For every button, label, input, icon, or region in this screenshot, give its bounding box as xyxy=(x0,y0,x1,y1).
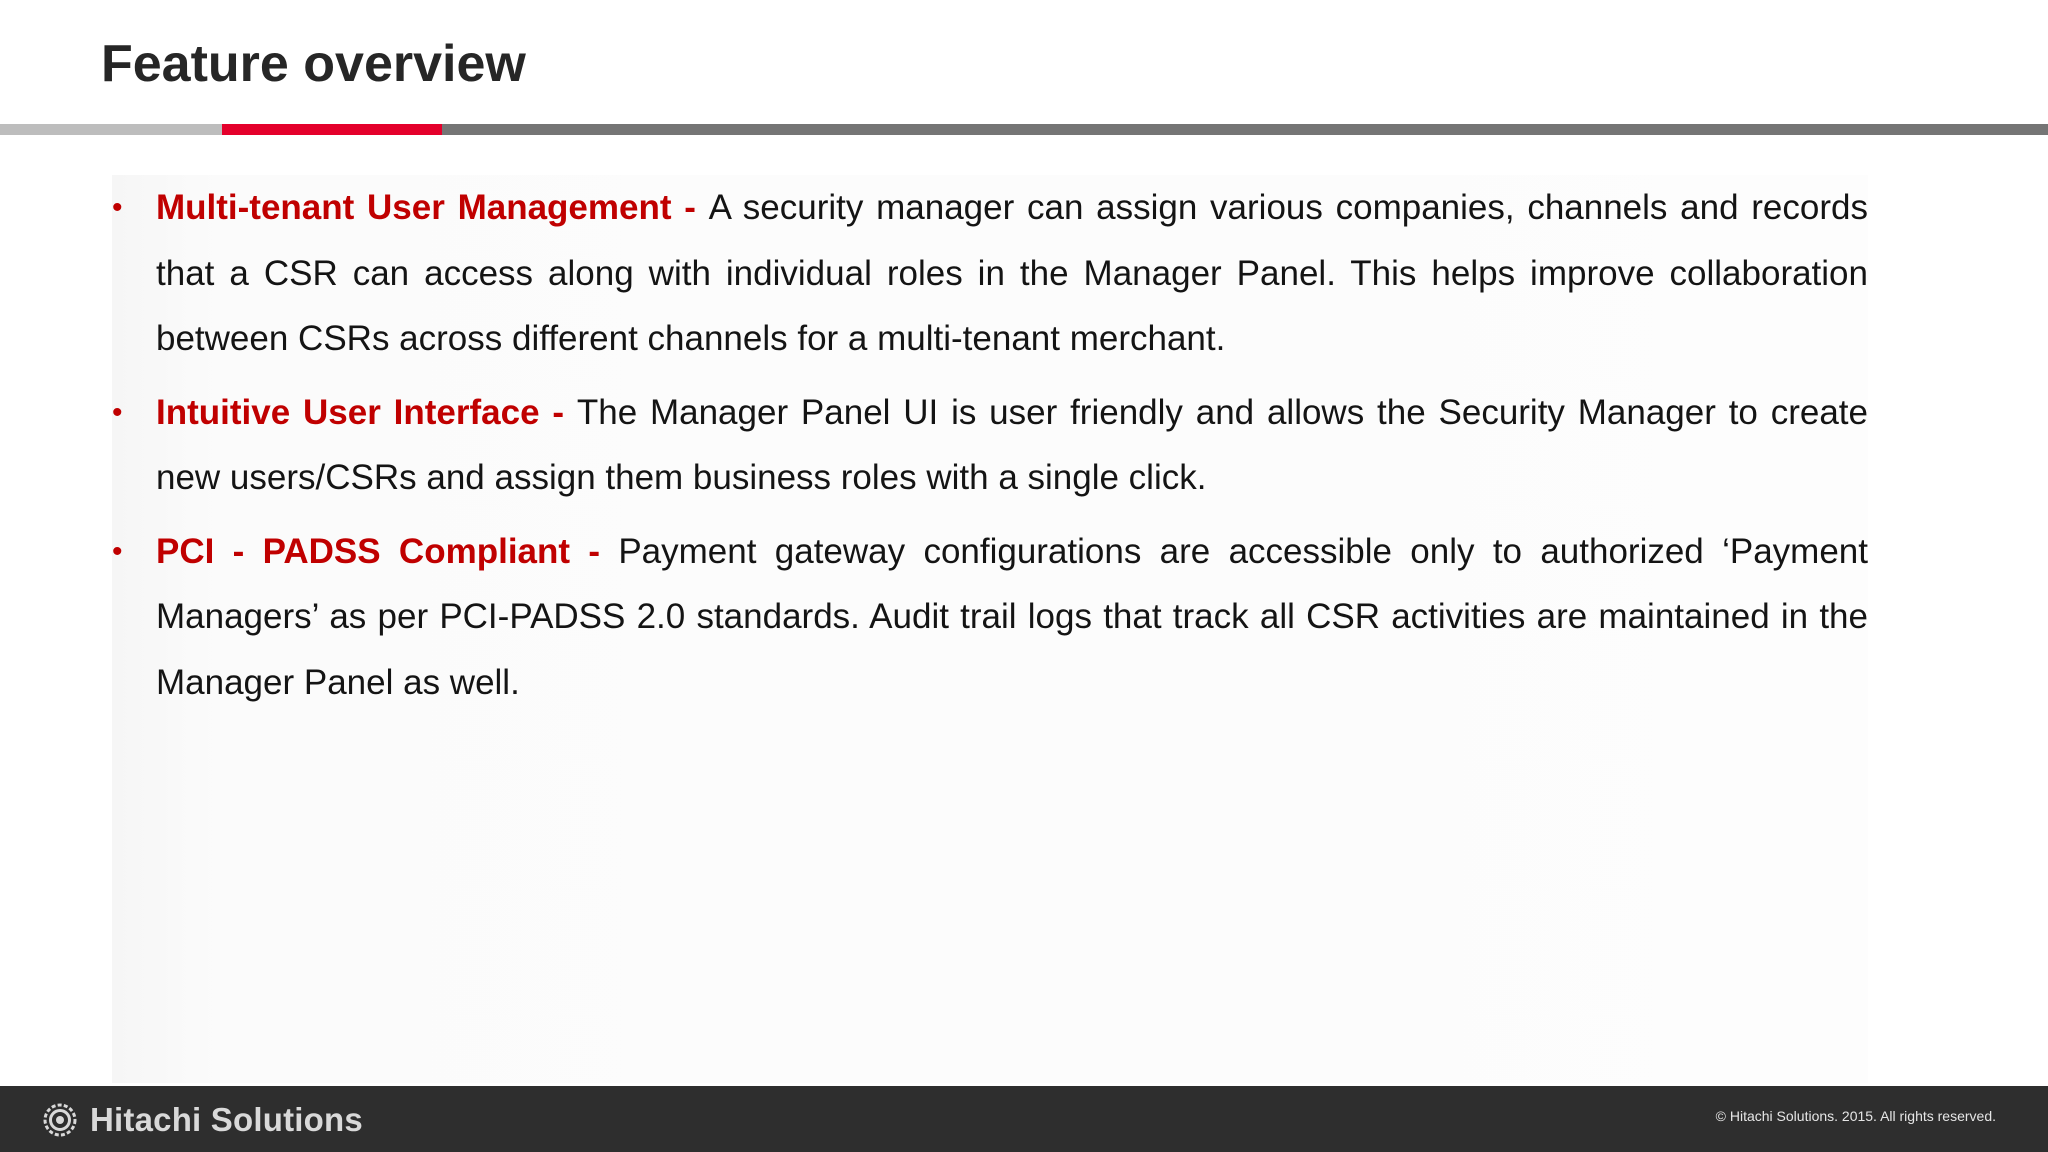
slide-title: Feature overview xyxy=(101,35,526,93)
feature-heading: Multi-tenant User Management - xyxy=(156,188,709,227)
title-rule-left xyxy=(0,124,222,135)
list-item xyxy=(112,175,1868,372)
feature-list xyxy=(112,175,1868,715)
feature-description: A security manager can assign various companies, channels and records that a CSR can access along with individual roles in the Manager Panel. This helps improve collaboration between CSRs across different channels for a multi-tenant merchant. xyxy=(156,188,1868,358)
bullet-icon: • xyxy=(112,191,123,224)
list-item xyxy=(112,519,1868,716)
bullet-icon: • xyxy=(112,395,123,429)
list-item xyxy=(112,380,1868,511)
title-rule-accent xyxy=(222,124,442,135)
bullet-icon: • xyxy=(112,534,123,568)
content-area xyxy=(112,175,1868,1083)
feature-description: The Manager Panel UI is user friendly and allows the Security Manager to create new users/CSRs and assign them business roles with a single click. xyxy=(156,392,1868,497)
title-rule-right xyxy=(442,124,2048,135)
brand-name: Hitachi Solutions xyxy=(90,1101,363,1138)
brand xyxy=(42,1098,363,1142)
feature-description: Payment gateway configurations are accessible only to authorized ‘Payment Managers’ as per PCI-PADSS 2.0 standards. Audit trail logs that track all CSR activities are maintained in the Manager Panel as well. xyxy=(156,531,1868,702)
feature-heading: PCI - PADSS Compliant - xyxy=(156,531,619,571)
footer-bar xyxy=(0,1086,2048,1152)
copyright-text: © Hitachi Solutions. 2015. All rights reserved. xyxy=(1715,1108,1996,1124)
hitachi-logo-icon xyxy=(42,1102,78,1138)
feature-heading: Intuitive User Interface - xyxy=(156,392,577,432)
